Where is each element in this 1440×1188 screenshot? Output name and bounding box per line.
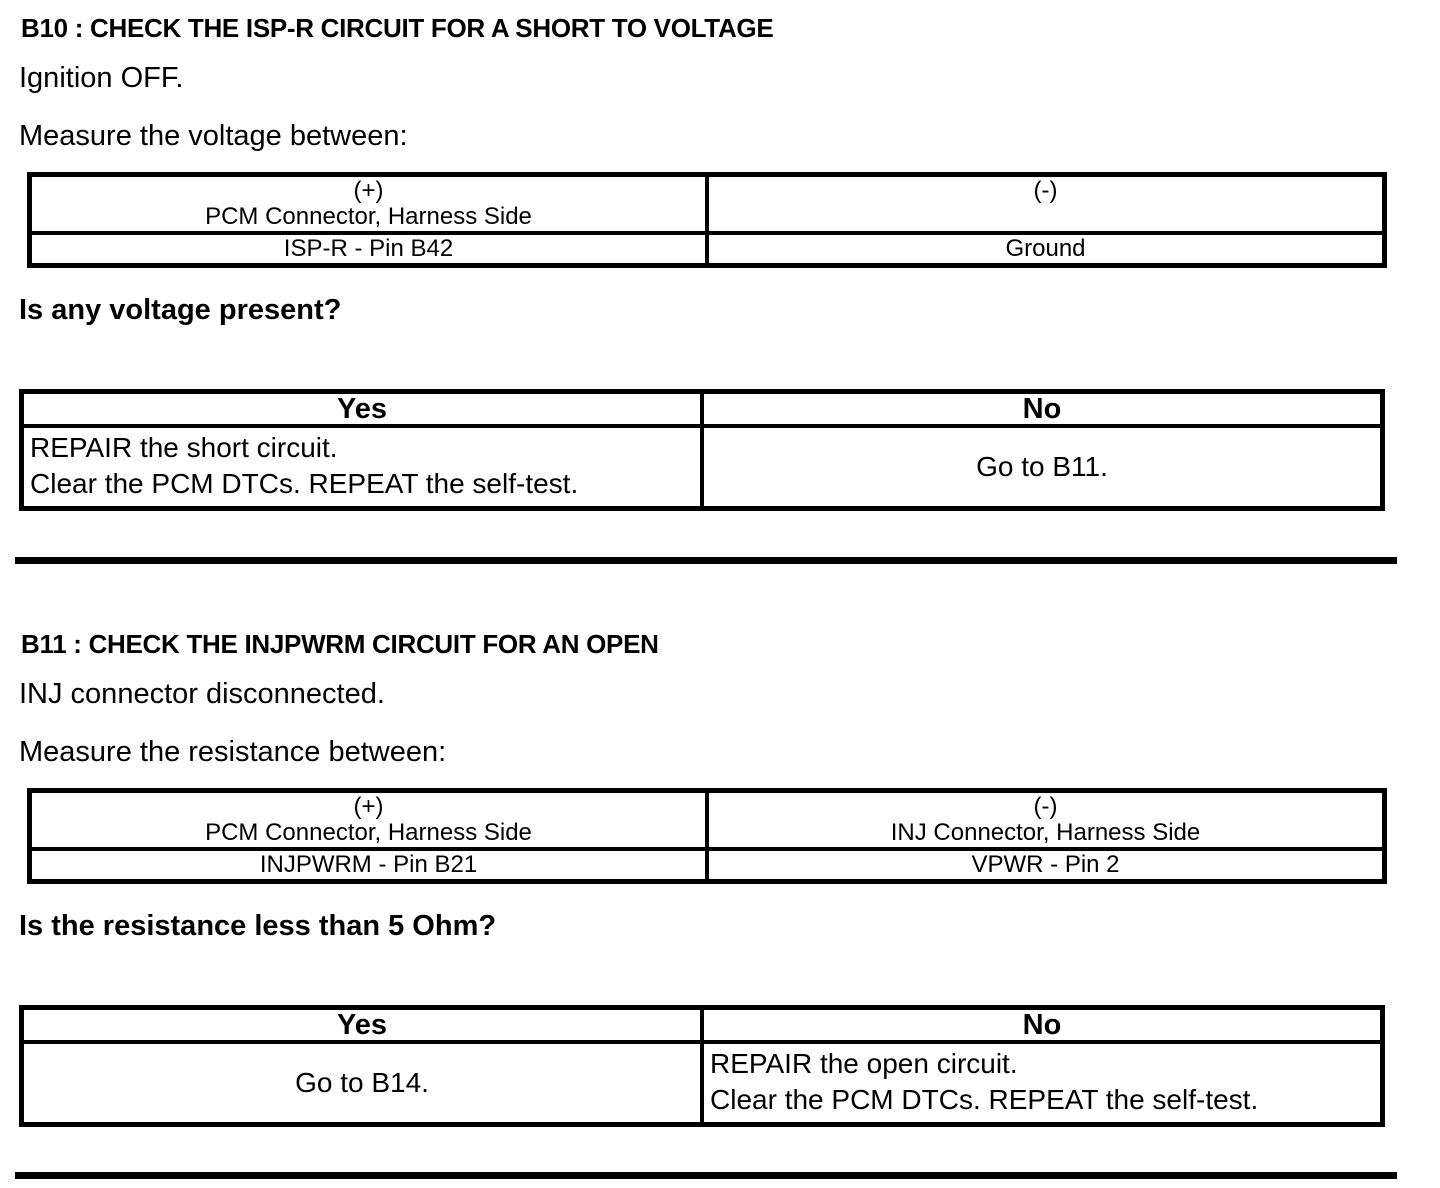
measure-positive-point-cell: INJPWRM - Pin B21 <box>30 849 708 882</box>
measurement-table <box>27 788 1387 884</box>
measurement-header-row <box>30 791 1385 850</box>
connector-label: PCM Connector, Harness Side <box>205 203 532 230</box>
step-text: INJ connector disconnected. <box>19 678 385 710</box>
question-text: Is any voltage present? <box>19 294 342 326</box>
step-text: Measure the resistance between: <box>19 736 447 768</box>
decision-header-row <box>22 1008 1383 1043</box>
measurement-header-row <box>30 175 1385 234</box>
polarity-label: (-) <box>1033 177 1058 204</box>
yes-result-cell <box>22 1042 703 1125</box>
polarity-label: (+) <box>353 793 384 820</box>
section-divider <box>15 557 1397 564</box>
decision-table <box>19 1005 1385 1127</box>
measure-positive-header-cell <box>30 791 708 850</box>
measure-negative-point-cell: Ground <box>707 233 1385 266</box>
measure-negative-header-cell <box>707 175 1385 234</box>
result-line: Go to B14. <box>295 1067 429 1098</box>
measurement-table <box>27 172 1387 268</box>
no-result-cell <box>702 1042 1383 1125</box>
result-line: REPAIR the open circuit. <box>710 1048 1018 1079</box>
measure-positive-point-cell: ISP-R - Pin B42 <box>30 233 708 266</box>
decision-header-row <box>22 392 1383 427</box>
no-header-cell: No <box>702 392 1383 427</box>
decision-body-row <box>22 426 1383 509</box>
result-line: Clear the PCM DTCs. REPEAT the self-test. <box>30 468 579 499</box>
polarity-label: (-) <box>1033 793 1058 820</box>
yes-header-cell: Yes <box>22 1008 703 1043</box>
connector-label: PCM Connector, Harness Side <box>205 819 532 846</box>
section-heading: B11 : CHECK THE INJPWRM CIRCUIT FOR AN OPEN <box>21 629 659 659</box>
step-text: Ignition OFF. <box>19 62 184 94</box>
decision-body-row <box>22 1042 1383 1125</box>
measure-negative-point-cell: VPWR - Pin 2 <box>707 849 1385 882</box>
result-line: REPAIR the short circuit. <box>30 432 338 463</box>
result-line: Go to B11. <box>976 451 1108 482</box>
measure-negative-header-cell <box>707 791 1385 850</box>
measurement-data-row <box>30 233 1385 266</box>
yes-header-cell: Yes <box>22 392 703 427</box>
measure-positive-header-cell <box>30 175 708 234</box>
section-b10 <box>19 12 1420 511</box>
measurement-data-row <box>30 849 1385 882</box>
decision-table <box>19 389 1385 511</box>
connector-label: INJ Connector, Harness Side <box>890 819 1201 846</box>
step-text: Measure the voltage between: <box>19 120 408 152</box>
section-b11 <box>19 628 1420 1127</box>
yes-result-cell <box>22 426 703 509</box>
section-heading: B10 : CHECK THE ISP-R CIRCUIT FOR A SHORT TO VOLTAGE <box>21 13 774 43</box>
result-line: Clear the PCM DTCs. REPEAT the self-test. <box>710 1084 1259 1115</box>
polarity-label: (+) <box>353 177 384 204</box>
section-divider <box>15 1172 1397 1179</box>
no-header-cell: No <box>702 1008 1383 1043</box>
no-result-cell <box>702 426 1383 509</box>
question-text: Is the resistance less than 5 Ohm? <box>19 910 497 942</box>
